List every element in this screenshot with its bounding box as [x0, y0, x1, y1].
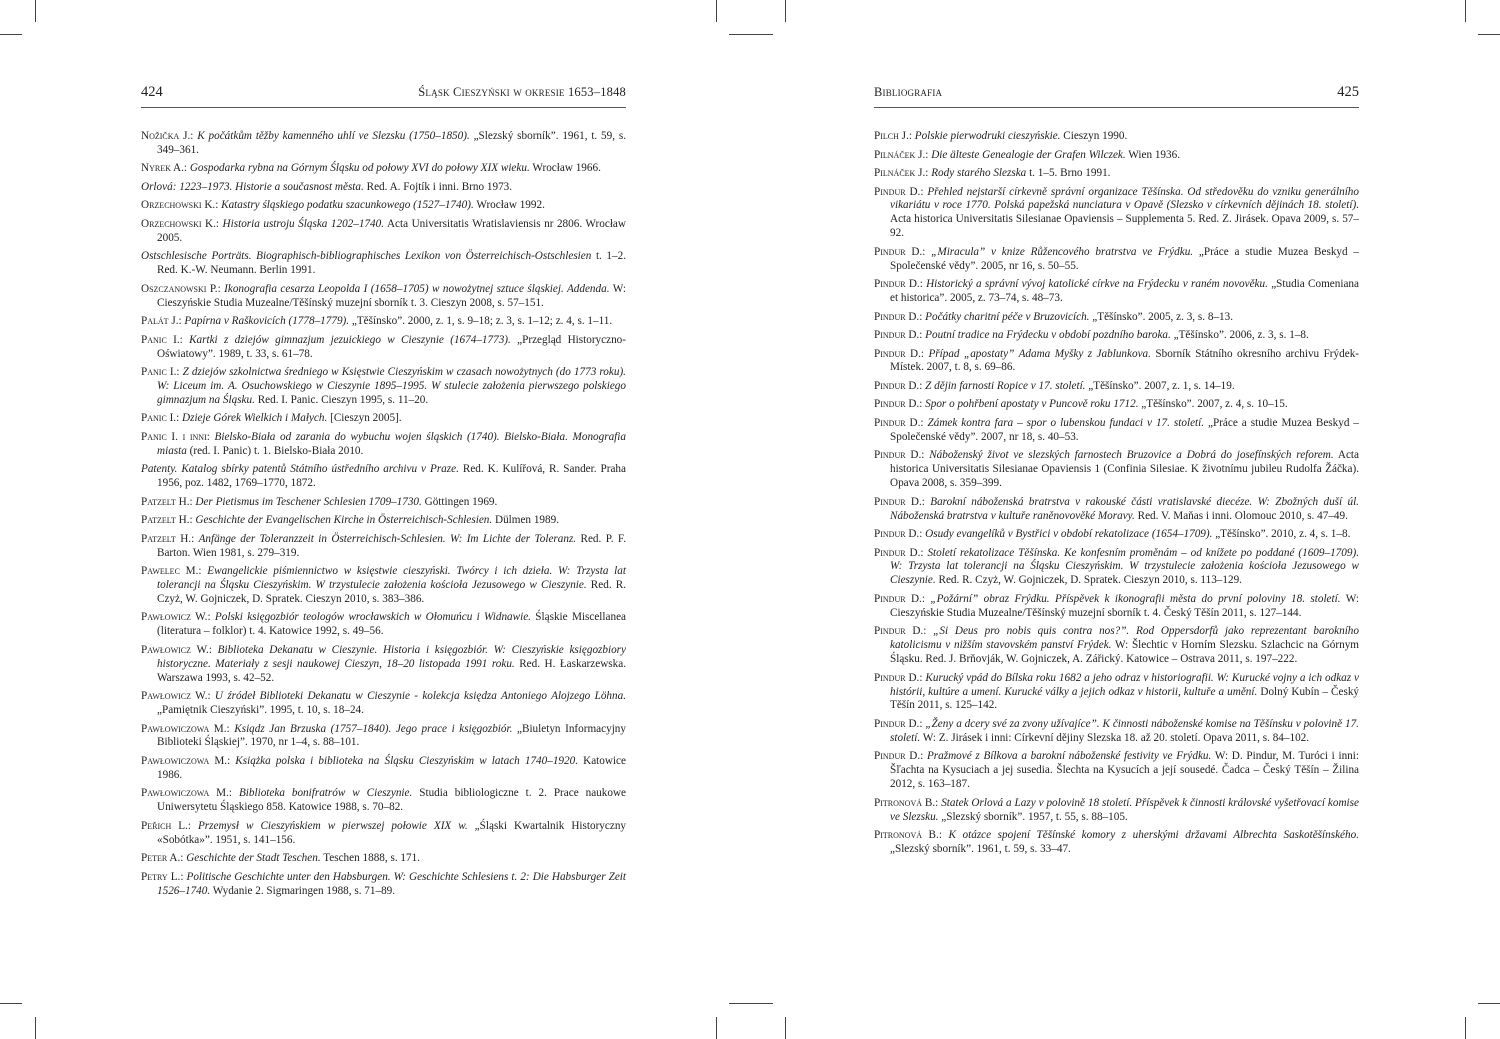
bibliography-entry	[141, 496, 626, 510]
entry-details: Wrocław 1992.	[473, 199, 545, 212]
entry-author: Patzelt H.:	[141, 514, 196, 527]
bibliography-entry	[141, 820, 626, 848]
entry-author: Pawłowicz W.:	[141, 643, 218, 656]
entry-title: Rody starého Slezska	[931, 167, 1027, 179]
bibliography-entry	[141, 463, 626, 491]
entry-author: Pindur D.:	[874, 750, 927, 763]
entry-title: Przemysł w Cieszyńskiem w pierwszej połowie XIX w.	[197, 819, 468, 832]
entry-details: Katowice 1986.	[157, 754, 626, 781]
entry-author: Oszczanowski P.:	[141, 282, 225, 295]
bibliography-entry	[141, 431, 626, 459]
entry-author: Pindur D.:	[874, 398, 926, 411]
bibliography-entry	[874, 380, 1359, 394]
entry-title: Z dějin farnosti Ropice v 17. století.	[925, 379, 1086, 392]
entry-details: Wien 1936.	[1125, 148, 1181, 161]
entry-title: „Miracula” v knize Růžencového bratrstva ve Frýdku.	[931, 245, 1194, 258]
bibliography-entry	[874, 528, 1359, 542]
entry-author: Patzelt H.:	[141, 532, 199, 545]
entry-details: W: Cieszyńskie Studia Muzealne/Těšínský muzejní sborník t. 3. Cieszyn 2008, s. 57–151.	[157, 282, 626, 309]
crop-mark	[785, 1017, 786, 1039]
entry-details: Cieszyn 1990.	[1060, 130, 1128, 142]
entry-details: Teschen 1888, s. 171.	[320, 852, 421, 865]
entry-author: Peřich L.:	[141, 819, 198, 832]
entry-title: Biblioteka bonifratrów w Cieszynie.	[238, 787, 413, 800]
bibliography-entry	[874, 246, 1359, 274]
entry-title: Statek Orlová a Lazy v polovině 18 století. Příspěvek k činnosti královské vyšetřovací komise ve Slezsku.	[890, 796, 1359, 823]
entry-details: Red. P. F. Barton. Wien 1981, s. 279–319.	[157, 532, 627, 559]
entry-author: Panic I.:	[141, 412, 183, 425]
bibliography-entry	[874, 311, 1359, 325]
entry-author: Pindur D.:	[874, 278, 927, 291]
entry-details: „Práce a studie Muzea Beskyd – Společenské vědy”. 2007, nr 18, s. 40–53.	[890, 416, 1359, 443]
entry-title: Książka polska i biblioteka na Śląsku Cieszyńskim w latach 1740–1920.	[235, 754, 579, 767]
entry-details: Studia bibliologiczne t. 2. Prace naukowe Uniwersytetu Śląskiego 858. Katowice 1988, s. 70–82.	[157, 787, 626, 814]
entry-author: Panic I.:	[141, 333, 190, 346]
bibliography-entry	[141, 315, 626, 329]
entry-author: Pindur D.:	[874, 528, 926, 541]
entry-author: Pawelec M.:	[141, 565, 208, 578]
bibliography-entry	[141, 871, 626, 899]
entry-title: Případ „apostaty” Adama Myšky z Jablunkova.	[928, 347, 1151, 360]
bibliography-entry	[141, 644, 626, 686]
bibliography-entry	[141, 130, 626, 158]
entry-title: Papírna v Raškovicích (1778–1779).	[184, 315, 350, 328]
entry-title: Geschichte der Evangelischen Kirche in Österreichisch-Schlesien.	[195, 514, 493, 527]
entry-author: Pindur D.:	[874, 379, 926, 392]
entry-details: „Těšínsko”. 2010, z. 4, s. 1–8.	[1212, 528, 1351, 541]
entry-details: t. 1–2. Red. K.-W. Neumann. Berlin 1991.	[157, 250, 627, 277]
entry-title: Přehled nejstarší církevně správní organizace Těšínska. Od středověku do vzniku generálního vikariátu v roce 1770. Polská papežská nunciatura v Opavě (Slezsko v církevních dějinách 18. století).	[890, 185, 1359, 212]
entry-details: Red. V. Maňas i inni. Olomouc 2010, s. 47–49.	[1134, 509, 1348, 522]
bibliography-entry	[874, 547, 1359, 589]
entry-title: Spor o pohřbení apostaty v Puncově roku 1712.	[925, 398, 1139, 411]
entry-author: Pindur D.:	[874, 495, 931, 508]
entry-title: U źródeł Biblioteki Dekanatu w Cieszynie - kolekcja księdza Antoniego Alojzego Löhna.	[214, 690, 626, 703]
bibliography-entry	[141, 218, 626, 246]
bibliography-entry	[874, 329, 1359, 343]
entry-details: W: Cieszyńskie Studia Muzealne/Těšínský muzejní sborník t. 4. Český Těšín 2011, s. 127–144.	[890, 592, 1359, 619]
entry-title: Historia ustroju Śląska 1202–1740.	[222, 217, 385, 230]
entry-title: Poutní tradice na Frýdecku v období pozdního baroka.	[925, 329, 1171, 342]
entry-details: „Těšínsko”. 2005, z. 3, s. 8–13.	[1089, 310, 1234, 323]
bibliography-entry	[141, 852, 626, 866]
entry-author: Pindur D.:	[874, 329, 926, 342]
entry-details: Dolný Kubín – Český Těšín 2011, s. 125–142.	[890, 685, 1360, 712]
crop-mark	[35, 1017, 36, 1039]
entry-details: Acta historica Universitatis Silesianae Opaviensis 1 (Confinia Silesiae. K životnímu jubileu Rudolfa Žáčka). Opava 2008, s. 359–399.	[890, 449, 1359, 490]
entry-author: Panic I. i inni:	[141, 430, 215, 443]
entry-details: Acta Universitatis Wratislaviensis nr 2806. Wrocław 2005.	[157, 217, 626, 244]
bibliography-entry	[874, 496, 1359, 524]
entry-details: „Těšínsko”. 2007, z. 1, s. 14–19.	[1085, 379, 1235, 392]
entry-title: Politische Geschichte unter den Habsburgen. W: Geschichte Schlesiens t. 2: Die Habsburger Zeit 1526–1740.	[157, 870, 626, 897]
entry-details: Sborník Státního okresního archivu Frýdek-Místek. 2007, t. 8, s. 69–86.	[890, 347, 1360, 374]
entry-author: Pindur D.:	[874, 416, 928, 429]
crop-mark	[1465, 1017, 1466, 1039]
entry-author: Pindur D.:	[874, 449, 930, 462]
entry-title: Katastry śląskiego podatku szacunkowego (1527–1740).	[221, 199, 474, 212]
bibliography-entry	[874, 593, 1359, 621]
entry-author: Pindur D.:	[874, 717, 926, 730]
bibliography-list	[874, 130, 1359, 857]
bibliography-entry	[141, 755, 626, 783]
entry-author: Petry L.:	[141, 870, 187, 883]
entry-author: Pawłowiczowa M.:	[141, 787, 239, 800]
bibliography-entry	[874, 398, 1359, 412]
entry-author: Pilch J.:	[874, 130, 915, 142]
entry-details: Wrocław 1966.	[529, 162, 601, 175]
entry-title: Dzieje Górek Wielkich i Małych.	[182, 412, 328, 425]
entry-details: „Těšínsko”. 2000, z. 1, s. 9–18; z. 3, s. 1–12; z. 4, s. 1–11.	[349, 315, 613, 328]
bibliography-entry	[874, 672, 1359, 714]
entry-details: Acta historica Universitatis Silesianae Opaviensis – Supplementa 5. Red. Z. Jirásek. Opava 2009, s. 57–92.	[890, 213, 1359, 240]
bibliography-entry	[141, 283, 626, 311]
entry-title: Kartki z dziejów gimnazjum jezuickiego w Cieszynie (1674–1773).	[189, 333, 511, 346]
bibliography-entry	[141, 412, 626, 426]
entry-title: K otázce spojení Těšínské komory z uherskými državami Albrechta Saskotěšínského.	[948, 829, 1359, 842]
entry-author: Pindur D.:	[874, 245, 932, 258]
entry-title: Náboženský život ve slezských farnostech Bruzovice a Dobrá do josefínských reforem.	[929, 449, 1334, 462]
entry-title: Ostschlesische Porträts. Biographisch-bibliographisches Lexikon von Österreichisch-Ostschlesien	[141, 250, 592, 263]
entry-title: Orlová: 1223–1973. Historie a současnost města.	[141, 180, 364, 193]
entry-details: Wydanie 2. Sigmaringen 1988, s. 71–89.	[210, 884, 396, 897]
entry-details: „Studia Comeniana et historica”. 2005, z. 73–74, s. 48–73.	[890, 278, 1359, 305]
entry-title: Biblioteka Dekanatu w Cieszynie. Historia i księgozbiór. W: Cieszyńskie księgozbiory historyczne. Materiały z sesji naukowej Cieszyn, 18–20 listopada 1991 roku.	[157, 643, 627, 670]
bibliography-entry	[141, 787, 626, 815]
bibliography-entry	[141, 162, 626, 176]
bibliography-entry	[141, 334, 626, 362]
entry-details: „Práce a studie Muzea Beskyd – Společenské vědy”. 2005, nr 16, s. 50–55.	[890, 245, 1360, 272]
entry-title: Z dziejów szkolnictwa średniego w Księstwie Cieszyńskim w czasach nowożytnych (do 1773 roku). W: Liceum im. A. Osuchowskiego w Cieszynie 1895–1995. W stulecie założenia pierwszego polskiego gimnazjum na Śląsku.	[157, 366, 626, 406]
bibliography-entry	[141, 514, 626, 528]
crop-mark	[0, 1003, 22, 1004]
left-page	[141, 84, 626, 903]
entry-details: Śląskie Miscellanea (literatura – folklor) t. 4. Katowice 1992, s. 49–56.	[157, 611, 627, 638]
crop-mark	[785, 0, 786, 22]
crop-mark	[1478, 34, 1500, 35]
bibliography-entry	[141, 533, 626, 561]
entry-author: Patzelt H.:	[141, 495, 196, 508]
crop-mark	[0, 34, 22, 35]
entry-author: Nožička J.:	[141, 130, 198, 142]
entry-details: Red. A. Fojtík i inni. Brno 1973.	[363, 180, 513, 193]
entry-title: Polski księgozbiór teologów wrocławskich w Ołomuńcu i Widnawie.	[214, 611, 531, 624]
entry-details: Red. K. Kulířová, R. Sander. Praha 1956, poz. 1482, 1769–1770, 1872.	[157, 463, 626, 490]
bibliography-entry	[874, 797, 1359, 825]
entry-author: Pawłowicz W.:	[141, 611, 215, 624]
bibliography-entry	[141, 181, 626, 195]
crop-mark	[35, 0, 36, 22]
entry-title: „Požární” obraz Frýdku. Příspěvek k ikonografii města do první poloviny 18. století.	[930, 592, 1341, 605]
entry-author: Pindur D.:	[874, 347, 929, 360]
entry-title: Die älteste Genealogie der Grafen Wilczek.	[931, 148, 1126, 161]
entry-author: Pitronová B.:	[874, 829, 949, 842]
entry-details: (red. I. Panic) t. 1. Bielsko-Biała 2010.	[186, 444, 364, 457]
entry-details: „Pamiętnik Cieszyński”. 1995, t. 10, s. 18–24.	[157, 704, 364, 716]
entry-title: Počátky charitní péče v Bruzovicích.	[925, 310, 1090, 323]
bibliography-entry	[141, 611, 626, 639]
right-page	[874, 84, 1359, 861]
bibliography-entry	[874, 130, 1359, 144]
entry-title: Bielsko-Biała od zarania do wybuchu wojen śląskich (1740). Bielsko-Biała. Monografia miasta	[157, 430, 626, 457]
entry-details: „Těšínsko”. 2006, z. 3, s. 1–8.	[1170, 329, 1309, 342]
bibliography-entry	[874, 149, 1359, 163]
entry-details: „Těšínsko”. 2007, z. 4, s. 10–15.	[1138, 398, 1288, 411]
entry-details: „Biuletyn Informacyjny Biblioteki Śląskiej”. 1970, nr 1–4, s. 88–101.	[157, 722, 626, 749]
entry-details: Red. R. Czyż, W. Gojniczek, D. Spratek. Cieszyn 2010, s. 113–129.	[935, 574, 1242, 587]
entry-title: Kurucký vpád do Bílska roku 1682 a jeho odraz v historiografii. W: Kurucké vojny a ich odkaz v histórii, kultúre a umení. Kurucké války a jejich odkaz v historii, kultuře a umění.	[890, 671, 1359, 698]
page-header	[874, 84, 1359, 108]
entry-title: „Si Deus pro nobis quis contra nos?”. Rod Oppersdorfů jako reprezentant barokního katolicismu v nižším stavovském panství Frýdek.	[890, 625, 1359, 652]
crop-mark	[1478, 1003, 1500, 1004]
bibliography-entry	[874, 449, 1359, 491]
entry-details: t. 1–5. Brno 1991.	[1026, 167, 1111, 179]
entry-details: W: D. Pindur, M. Turóci i inni: Šľachta na Kysuciach a jej susedia. Šlechta na Kysucích a její sousedé. Čadca – Český Těšín – Žilina 2012, s. 163–187.	[890, 750, 1359, 791]
crop-mark	[716, 0, 717, 22]
page-header	[141, 84, 626, 108]
entry-title: Gospodarka rybna na Górnym Śląsku od połowy XVI do połowy XIX wieku.	[189, 162, 530, 175]
entry-title: Pražmové z Bílkova a barokní náboženské festivity ve Frýdku.	[926, 750, 1212, 763]
entry-details: „Śląski Kwartalnik Historyczny «Sobótka»”. 1951, s. 141–156.	[157, 819, 627, 846]
entry-details: Red. H. Łaskarzewska. Warszawa 1993, s. 42–52.	[157, 657, 627, 684]
entry-author: Pilnáček J.:	[874, 167, 932, 179]
entry-author: Pawłowicz W.:	[141, 690, 215, 703]
bibliography-entry	[874, 186, 1359, 242]
bibliography-entry	[874, 625, 1359, 667]
entry-details: Red. R. Czyż, W. Gojniczek, D. Spratek. Cieszyn 2010, s. 383–386.	[157, 578, 627, 605]
entry-details: „Slezský sborník”. 1957, t. 55, s. 88–105.	[938, 810, 1128, 823]
entry-details: W: Šlechtic v Horním Slezsku. Szlachcic na Górnym Śląsku. Red. J. Brňovják, W. Gojniczek, A. Zářický. Katowice – Ostrava 2011, s. 197–222.	[890, 639, 1359, 666]
entry-author: Pindur D.:	[874, 185, 928, 198]
crop-mark	[729, 1003, 773, 1004]
entry-title: Zámek kontra fara – spor o lubenskou fundaci v 17. století.	[927, 416, 1205, 429]
bibliography-entry	[141, 199, 626, 213]
entry-author: Pindur D.:	[874, 671, 926, 684]
bibliography-entry	[141, 565, 626, 607]
entry-title: Anfänge der Toleranzzeit in Österreichisch-Schlesien. W: Im Lichte der Toleranz.	[198, 532, 577, 545]
crop-mark	[729, 34, 773, 35]
bibliography-entry	[874, 278, 1359, 306]
bibliography-entry	[874, 750, 1359, 792]
entry-title: Polskie pierwodruki cieszyńskie.	[914, 130, 1061, 142]
page-number: 425	[1337, 84, 1359, 100]
entry-title: Der Pietismus im Teschener Schlesien 1709–1730.	[195, 495, 422, 508]
bibliography-entry	[141, 366, 626, 408]
bibliography-entry	[874, 348, 1359, 376]
bibliography-entry	[141, 250, 626, 278]
entry-details: Dülmen 1989.	[492, 514, 559, 527]
entry-title: Historický a správní vývoj katolické církve na Frýdecku v raném novověku.	[926, 278, 1268, 291]
running-head: Bibliografia	[874, 85, 943, 99]
entry-author: Orzechowski K.:	[141, 217, 223, 230]
entry-details: „Slezský sborník”. 1961, t. 59, s. 33–47.	[890, 842, 1071, 855]
entry-author: Orzechowski K.:	[141, 199, 222, 212]
entry-title: K počátkům těžby kamenného uhlí ve Slezsku (1750–1850).	[197, 130, 470, 142]
page-number: 424	[141, 84, 163, 100]
entry-details: „Przegląd Historyczno-Oświatowy”. 1989, t. 33, s. 61–78.	[157, 333, 626, 360]
entry-author: Peter A.:	[141, 852, 187, 865]
entry-author: Pawłowiczowa M.:	[141, 754, 236, 767]
entry-author: Nyrek A.:	[141, 162, 190, 175]
bibliography-list	[141, 130, 626, 898]
entry-details: [Cieszyn 2005].	[327, 412, 402, 425]
entry-author: Panic I.:	[141, 366, 183, 379]
entry-title: Geschichte der Stadt Teschen.	[186, 852, 321, 865]
entry-title: Ikonografia cesarza Leopolda I (1658–1705) w nowożytnej sztuce śląskiej. Addenda.	[224, 282, 610, 295]
bibliography-entry	[141, 723, 626, 751]
entry-title: Století rekatolizace Těšínska. Ke konfesním proměnám – od knížete po poddané (1609–1709). W: Trzysta lat tolerancji na Śląsku Cieszyńskim. W trzystulecie założenia kościoła Jezusowego w Cieszynie.	[890, 546, 1359, 587]
entry-author: Pilnáček J.:	[874, 148, 932, 161]
entry-details: Göttingen 1969.	[421, 495, 498, 508]
entry-author: Pindur D.:	[874, 546, 928, 559]
entry-author: Pawłowiczowa M.:	[141, 722, 235, 735]
bibliography-entry	[141, 690, 626, 718]
crop-mark	[716, 1017, 717, 1039]
entry-title: Barokní náboženská bratrstva v rakouské části vratislavské diecéze. W: Zbožných duší úl. Náboženská bratrstva v kultuře raněnovověké Moravy.	[890, 495, 1359, 522]
entry-title: „Ženy a dcery své za zvony užívajíce”. K činnosti náboženské komise na Těšínsku v polovině 17. století.	[890, 717, 1359, 744]
entry-details: Red. I. Panic. Cieszyn 1995, s. 11–20.	[254, 393, 429, 406]
running-head: Śląsk Cieszyński w okresie 1653–1848	[418, 85, 626, 99]
bibliography-entry	[874, 829, 1359, 857]
bibliography-entry	[874, 718, 1359, 746]
entry-title: Ksiądz Jan Brzuska (1757–1840). Jego prace i księgozbiór.	[234, 722, 513, 735]
entry-title: Ewangelickie piśmiennictwo w księstwie cieszyński. Twórcy i ich dzieła. W: Trzysta lat tolerancji na Śląsku Cieszyńskim. W trzystulecie założenia kościoła Jezusowego w Cieszynie.	[157, 565, 626, 591]
entry-author: Pitronová B.:	[874, 796, 942, 809]
bibliography-entry	[874, 417, 1359, 445]
entry-author: Pindur D.:	[874, 625, 934, 638]
entry-title: Osudy evangelíků v Bystřici v období rekatolizace (1654–1709).	[925, 528, 1213, 541]
crop-mark	[1465, 0, 1466, 22]
entry-author: Palát J.:	[141, 315, 185, 328]
entry-author: Pindur D.:	[874, 592, 931, 605]
bibliography-entry	[874, 167, 1359, 181]
entry-details: „Slezský sborník”. 1961, t. 59, s. 349–361.	[157, 130, 627, 156]
entry-title: Patenty. Katalog sbírky patentů Státního ústředního archivu v Praze.	[141, 463, 459, 476]
entry-author: Pindur D.:	[874, 310, 926, 323]
entry-details: W: Z. Jirásek i inni: Církevní dějiny Slezska 18. až 20. století. Opava 2011, s. 84–102.	[920, 731, 1310, 744]
